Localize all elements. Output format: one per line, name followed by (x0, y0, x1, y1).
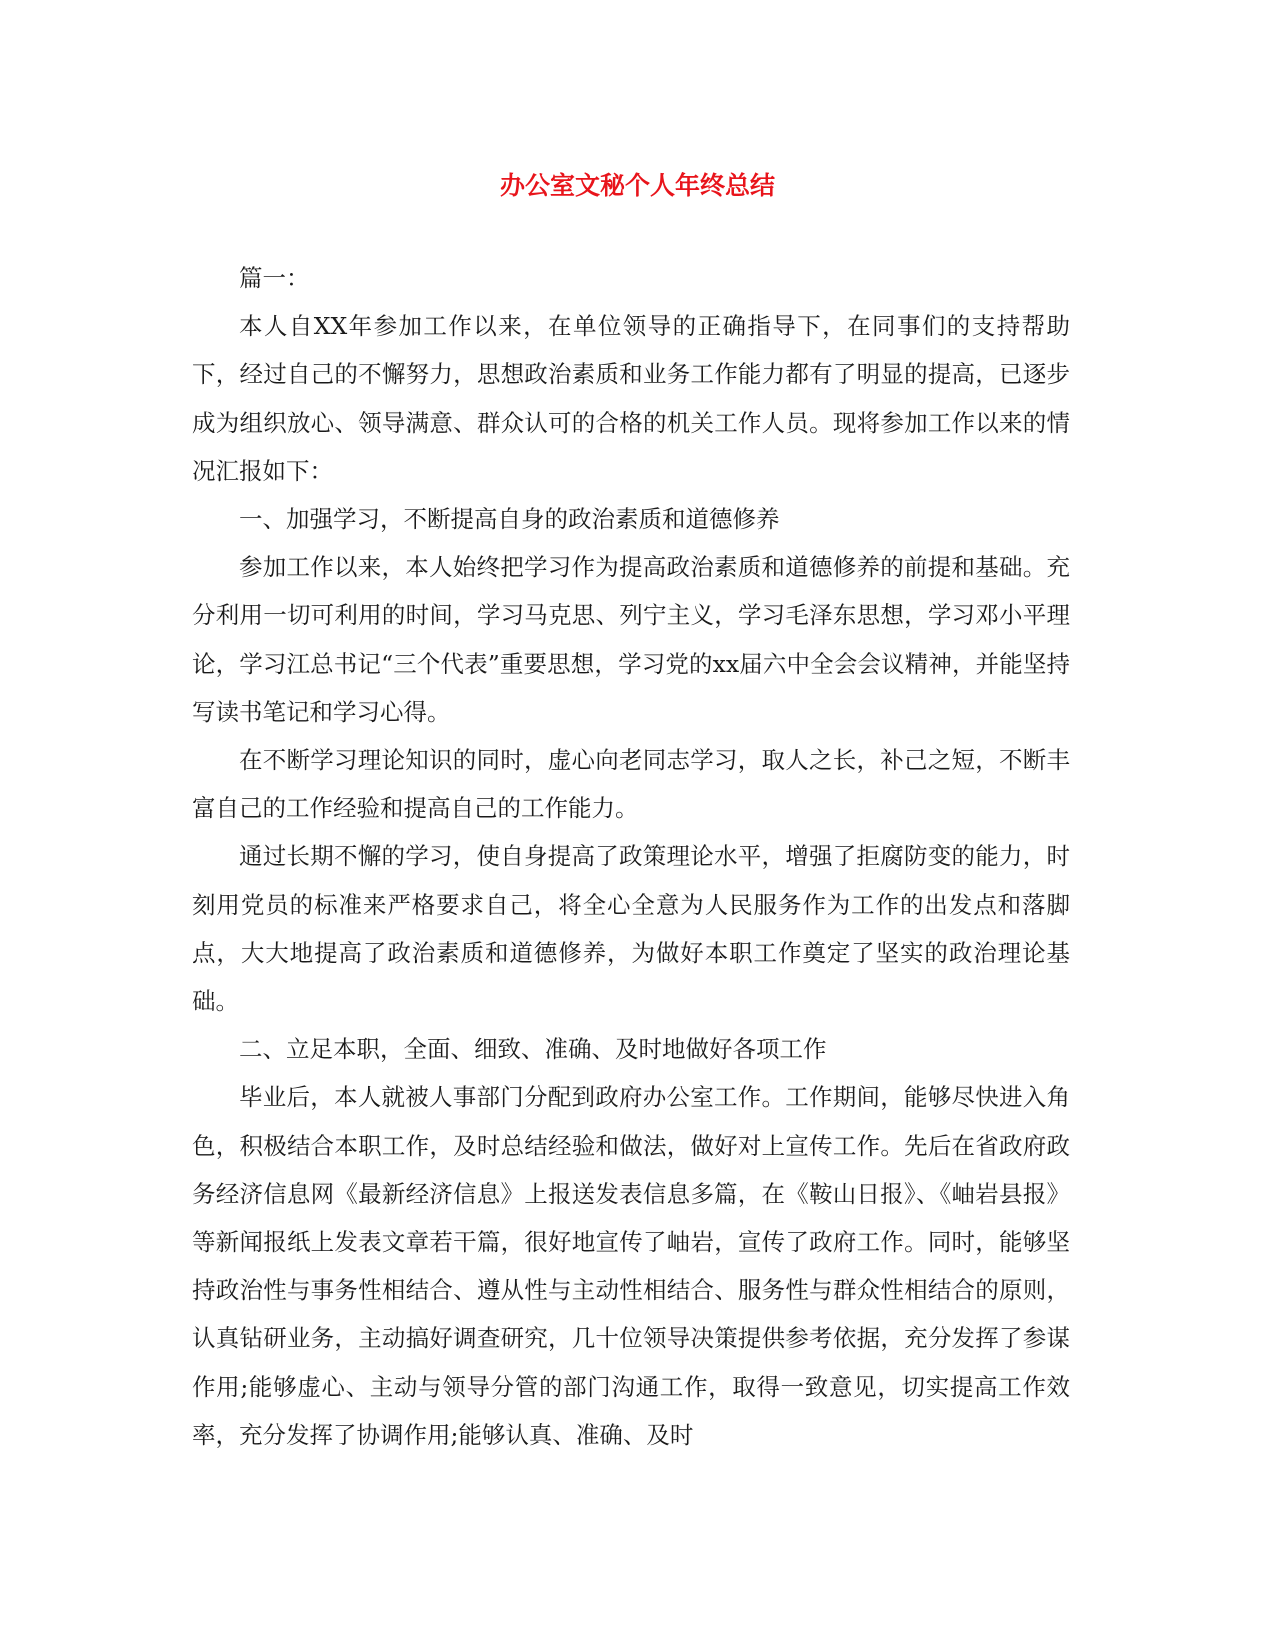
document-title: 办公室文秘个人年终总结 (499, 171, 775, 200)
heading-section-two: 二、立足本职，全面、细致、准确、及时地做好各项工作 (239, 1035, 827, 1064)
document-body (192, 254, 1070, 1459)
paragraph-section-label: 篇一： (239, 264, 310, 292)
paragraph-study: 参加工作以来，本人始终把学习作为提高政治素质和道德修养的前提和基础。充分利用一切可利用的时间，学习马克思、列宁主义，学习毛泽东思想，学习邓小平理论，学习江总书记“三个代表”重要思想，学习党的xx届六中全会会议精神，并能坚持写读书笔记和学习心得。 (192, 553, 1070, 726)
heading-section-one: 一、加强学习，不断提高自身的政治素质和道德修养 (239, 505, 780, 534)
paragraph-intro: 本人自XX年参加工作以来，在单位领导的正确指导下，在同事们的支持帮助下，经过自己的不懈努力，思想政治素质和业务工作能力都有了明显的提高，已逐步成为组织放心、领导满意、群众认可的合格的机关工作人员。现将参加工作以来的情况汇报如下： (192, 312, 1070, 485)
paragraph-learn-from-colleagues: 在不断学习理论知识的同时，虚心向老同志学习，取人之长，补己之短，不断丰富自己的工作经验和提高自己的工作能力。 (192, 746, 1070, 823)
paragraph-work: 毕业后，本人就被人事部门分配到政府办公室工作。工作期间，能够尽快进入角色，积极结合本职工作，及时总结经验和做法，做好对上宣传工作。先后在省政府政务经济信息网《最新经济信息》上报送发表信息多篇，在《鞍山日报》、《岫岩县报》等新闻报纸上发表文章若干篇，很好地宣传了岫岩，宣传了政府工作。同时，能够坚持政治性与事务性相结合、遵从性与主动性相结合、服务性与群众性相结合的原则，认真钻研业务，主动搞好调查研究，几十位领导决策提供参考依据，充分发挥了参谋作用;能够虚心、主动与领导分管的部门沟通工作，取得一致意见，切实提高工作效率，充分发挥了协调作用;能够认真、准确、及时 (192, 1083, 1070, 1449)
paragraph-study-results: 通过长期不懈的学习，使自身提高了政策理论水平，增强了拒腐防变的能力，时刻用党员的标准来严格要求自己，将全心全意为人民服务作为工作的出发点和落脚点，大大地提高了政治素质和道德修养，为做好本职工作奠定了坚实的政治理论基础。 (192, 842, 1070, 1016)
